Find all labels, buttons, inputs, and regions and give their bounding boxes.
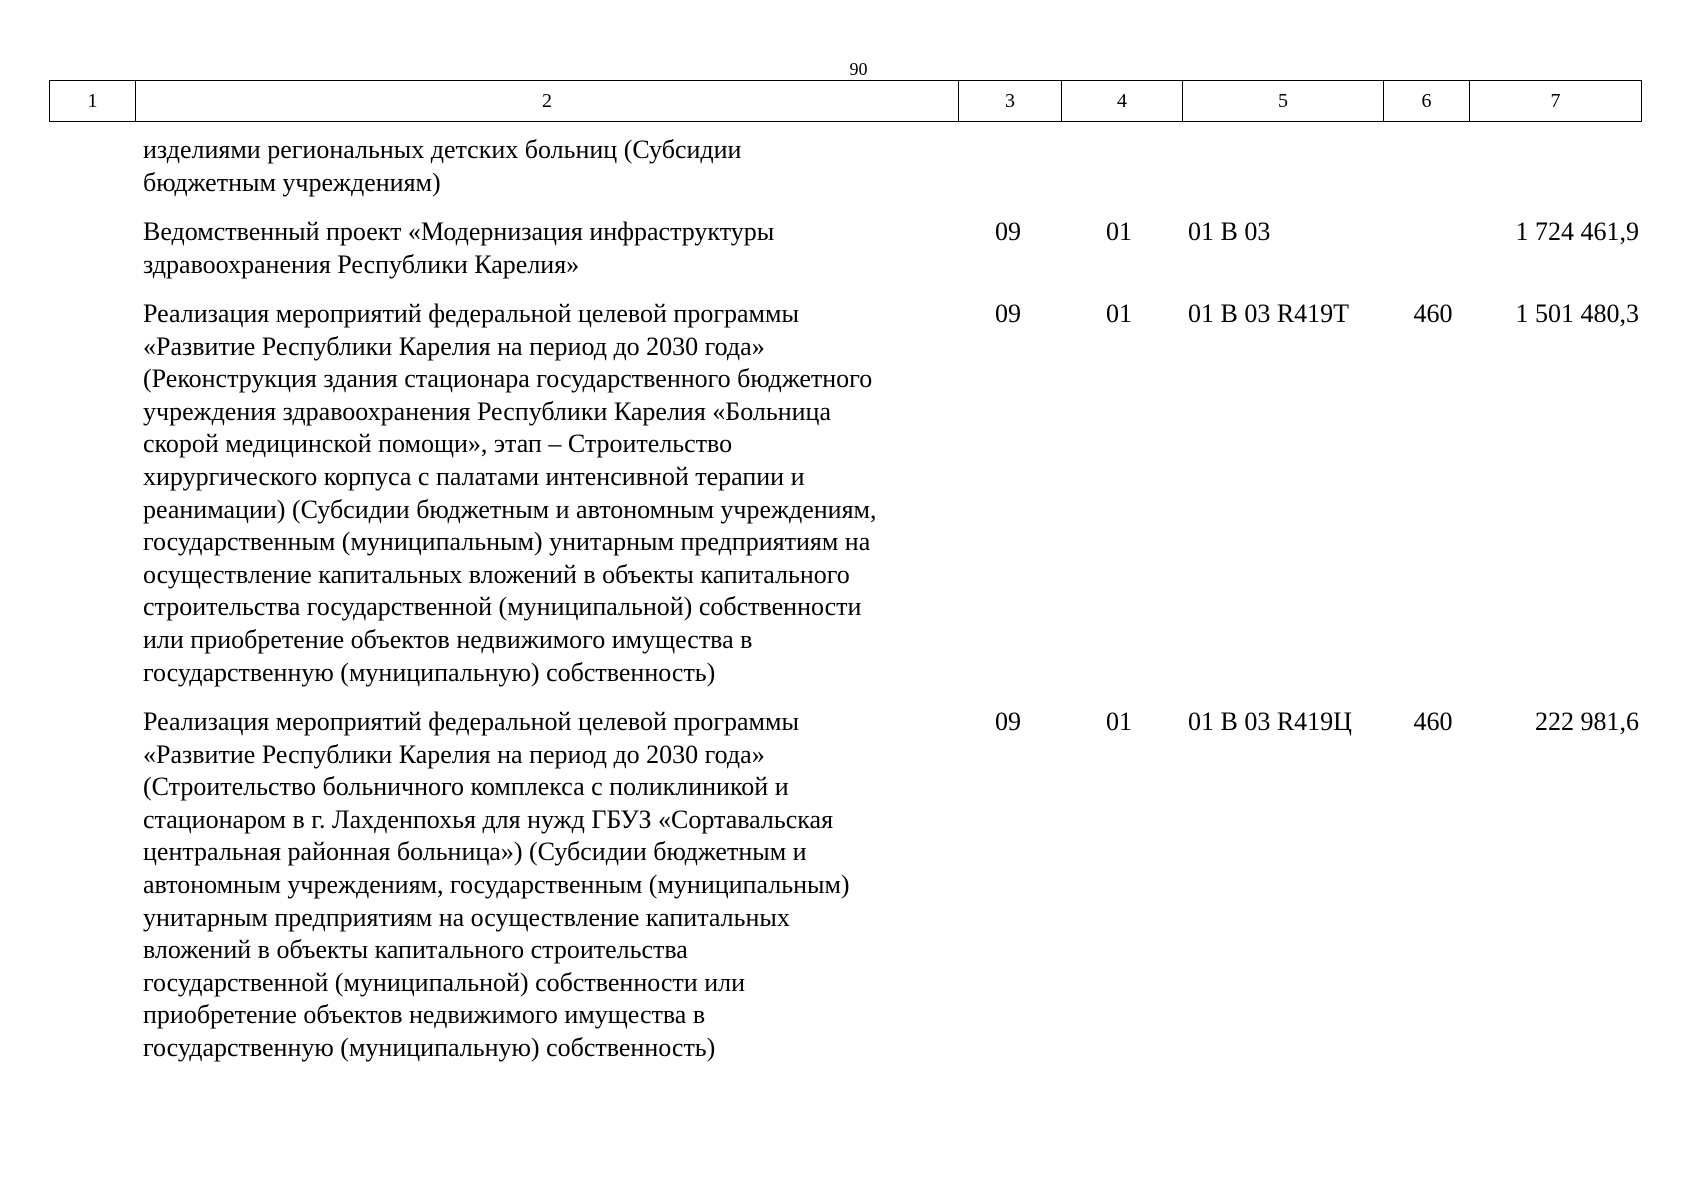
- row-subsection-code: 01: [1106, 217, 1132, 246]
- column-header-7: 7: [1470, 81, 1642, 122]
- row-amount: 1 501 480,3: [1515, 299, 1639, 328]
- column-header-1: 1: [50, 81, 136, 122]
- row-target-item-code: 01 В 03 R419Т: [1188, 299, 1350, 328]
- column-header-row: [50, 81, 1642, 122]
- page-number: 90: [849, 59, 868, 79]
- column-header-4: 4: [1062, 81, 1183, 122]
- row-expense-type-code: 460: [1413, 299, 1453, 328]
- row-description: Ведомственный проект «Модернизация инфраструктуры здравоохранения Республики Карелия»: [143, 217, 775, 279]
- row-amount: 222 981,6: [1535, 707, 1639, 736]
- row-target-item-code: 01 В 03: [1188, 217, 1271, 246]
- row-description: Реализация мероприятий федеральной целевой программы «Развитие Республики Карелия на период до 2030 года» (Строительство больничного комплекса с поликлиникой и стационаром в г. Лахденпохья для нужд ГБУЗ «Сортавальская центральная районная больница») (Субсидии бюджетным и автономным учреждениям, государственным (муниципальным) унитарным предприятиям на осуществление капитальных вложений в объекты капитального строительства государственной (муниципальной) собственности или приобретение объектов недвижимого имущества в государственную (муниципальную) собственность): [143, 707, 850, 1062]
- row-subsection-code: 01: [1106, 299, 1132, 328]
- row-target-item-code: 01 В 03 R419Ц: [1188, 707, 1352, 736]
- row-subsection-code: 01: [1106, 707, 1132, 736]
- row-section-code: 09: [995, 299, 1021, 328]
- column-header-table: [49, 80, 1642, 122]
- row-expense-type-code: 460: [1413, 707, 1453, 736]
- column-header-5: 5: [1183, 81, 1384, 122]
- row-section-code: 09: [995, 217, 1021, 246]
- row-description: Реализация мероприятий федеральной целевой программы «Развитие Республики Карелия на период до 2030 года» (Реконструкция здания стационара государственного бюджетного учреждения здравоохранения Республики Карелия «Больница скорой медицинской помощи», этап – Строительство хирургического корпуса с палатами интенсивной терапии и реанимации) (Субсидии бюджетным и автономным учреждениям, государственным (муниципальным) унитарным предприятиям на осуществление капитальных вложений в объекты капитального строительства государственной (муниципальной) собственности или приобретение объектов недвижимого имущества в государственную (муниципальную) собственность): [143, 299, 877, 687]
- row-section-code: 09: [995, 707, 1021, 736]
- column-header-6: 6: [1384, 81, 1470, 122]
- row-amount: 1 724 461,9: [1515, 217, 1639, 246]
- column-header-2: 2: [136, 81, 959, 122]
- column-header-3: 3: [959, 81, 1062, 122]
- row-description: изделиями региональных детских больниц (Субсидии бюджетным учреждениям): [143, 135, 742, 197]
